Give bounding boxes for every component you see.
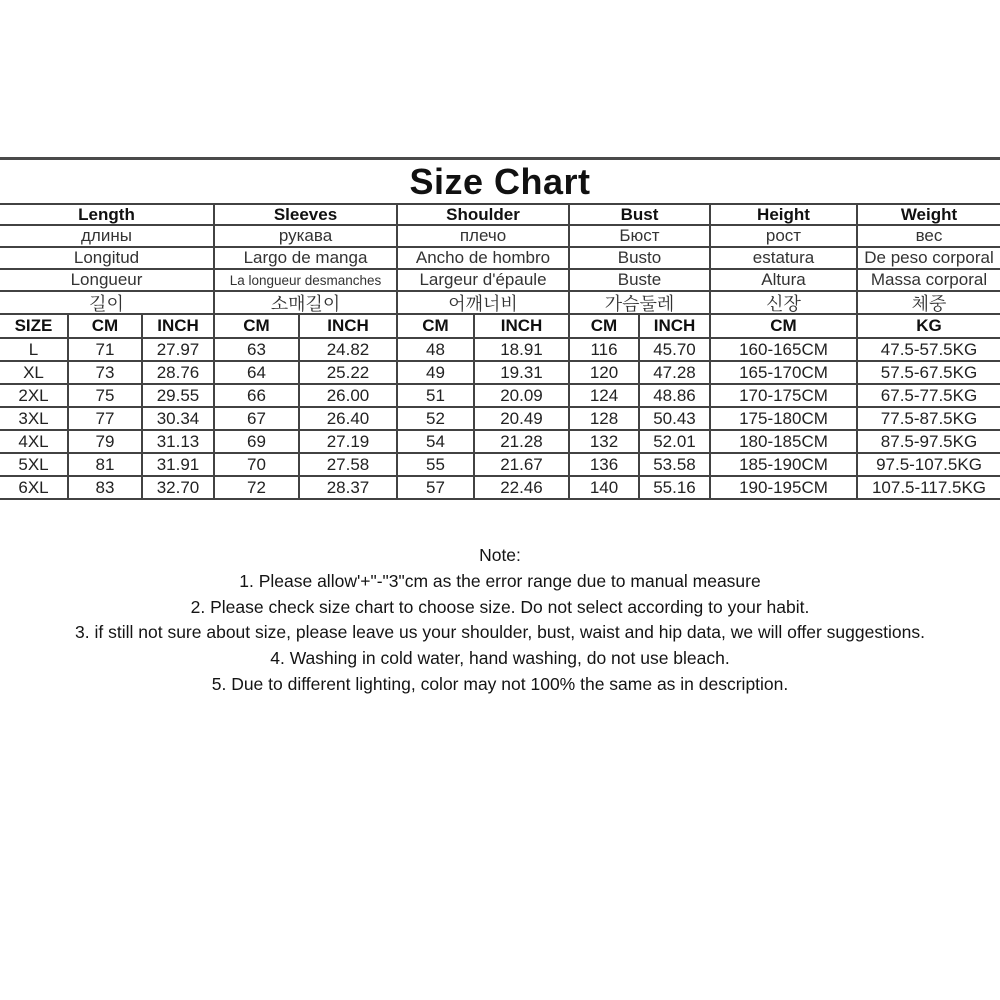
header-height-ru: рост xyxy=(711,226,858,248)
header-sleeves-ko: 소매길이 xyxy=(215,292,398,315)
header-sleeves-fr: La longueur desmanches xyxy=(215,270,398,292)
size-value: 66 xyxy=(215,385,300,408)
note-line: 4. Washing in cold water, hand washing, do not use bleach. xyxy=(270,648,730,669)
size-label: 6XL xyxy=(0,477,69,500)
size-value: 83 xyxy=(69,477,143,500)
size-value: 47.28 xyxy=(640,362,711,385)
header-height-es: estatura xyxy=(711,248,858,270)
size-table xyxy=(0,315,1000,500)
header-sleeves-es: Largo de manga xyxy=(215,248,398,270)
header-height-ko: 신장 xyxy=(711,292,858,315)
note-line: 1. Please allow'+"-"3"cm as the error range due to manual measure xyxy=(239,570,761,591)
size-value: 18.91 xyxy=(475,339,570,362)
size-value: 50.43 xyxy=(640,408,711,431)
header-weight-es: De peso corporal xyxy=(858,248,1000,270)
header-weight-ko: 체중 xyxy=(858,292,1000,315)
size-value: 32.70 xyxy=(143,477,215,500)
translation-table xyxy=(0,203,1000,315)
notes-heading: Note: xyxy=(479,545,521,565)
header-length-fr: Longueur xyxy=(0,270,215,292)
size-label: 4XL xyxy=(0,431,69,454)
size-value: 31.13 xyxy=(143,431,215,454)
size-value: 63 xyxy=(215,339,300,362)
size-value: 21.28 xyxy=(475,431,570,454)
page-title: Size Chart xyxy=(409,161,591,202)
size-value: 69 xyxy=(215,431,300,454)
size-value: 21.67 xyxy=(475,454,570,477)
size-value: 77.5-87.5KG xyxy=(858,408,1000,431)
size-value: 160-165CM xyxy=(711,339,858,362)
size-value: 170-175CM xyxy=(711,385,858,408)
size-value: 51 xyxy=(398,385,475,408)
size-value: 27.97 xyxy=(143,339,215,362)
size-label: 5XL xyxy=(0,454,69,477)
size-col-header: INCH xyxy=(143,315,215,339)
size-col-header: INCH xyxy=(300,315,398,339)
size-label: L xyxy=(0,339,69,362)
note-line: 5. Due to different lighting, color may not 100% the same as in description. xyxy=(211,673,789,694)
size-col-header: KG xyxy=(858,315,1000,339)
header-shoulder-ru: плечо xyxy=(398,226,570,248)
size-value: 64 xyxy=(215,362,300,385)
size-value: 120 xyxy=(570,362,640,385)
header-bust-ru: Бюст xyxy=(570,226,711,248)
size-col-header: CM xyxy=(69,315,143,339)
header-length-ru: длины xyxy=(0,226,215,248)
header-shoulder-ko: 어깨너비 xyxy=(398,292,570,315)
size-col-header: INCH xyxy=(640,315,711,339)
header-bust-fr: Buste xyxy=(570,270,711,292)
size-col-header: CM xyxy=(398,315,475,339)
header-length-ko: 길이 xyxy=(0,292,215,315)
size-value: 29.55 xyxy=(143,385,215,408)
size-value: 28.37 xyxy=(300,477,398,500)
size-value: 67 xyxy=(215,408,300,431)
header-shoulder-en: Shoulder xyxy=(398,205,570,226)
notes-list xyxy=(0,569,1000,698)
size-col-header: SIZE xyxy=(0,315,69,339)
size-value: 53.58 xyxy=(640,454,711,477)
size-label: 3XL xyxy=(0,408,69,431)
size-value: 180-185CM xyxy=(711,431,858,454)
size-value: 175-180CM xyxy=(711,408,858,431)
size-value: 72 xyxy=(215,477,300,500)
notes-section xyxy=(0,543,1000,698)
size-col-header: CM xyxy=(570,315,640,339)
size-value: 55.16 xyxy=(640,477,711,500)
note-line: 3. if still not sure about size, please leave us your shoulder, bust, waist and hip data, we will offer suggestions. xyxy=(75,622,925,643)
size-value: 81 xyxy=(69,454,143,477)
size-col-header: CM xyxy=(215,315,300,339)
header-weight-ru: вес xyxy=(858,226,1000,248)
size-value: 27.19 xyxy=(300,431,398,454)
size-label: XL xyxy=(0,362,69,385)
size-value: 22.46 xyxy=(475,477,570,500)
size-value: 140 xyxy=(570,477,640,500)
size-value: 47.5-57.5KG xyxy=(858,339,1000,362)
size-value: 190-195CM xyxy=(711,477,858,500)
header-bust-ko: 가슴둘레 xyxy=(570,292,711,315)
note-line: 2. Please check size chart to choose size. Do not select according to your habit. xyxy=(190,596,810,617)
size-value: 49 xyxy=(398,362,475,385)
size-value: 48 xyxy=(398,339,475,362)
size-value: 19.31 xyxy=(475,362,570,385)
size-value: 27.58 xyxy=(300,454,398,477)
size-value: 26.40 xyxy=(300,408,398,431)
size-value: 97.5-107.5KG xyxy=(858,454,1000,477)
size-value: 87.5-97.5KG xyxy=(858,431,1000,454)
header-sleeves-ru: рукава xyxy=(215,226,398,248)
size-value: 185-190CM xyxy=(711,454,858,477)
header-weight-fr: Massa corporal xyxy=(858,270,1000,292)
size-label: 2XL xyxy=(0,385,69,408)
header-sleeves-en: Sleeves xyxy=(215,205,398,226)
size-value: 128 xyxy=(570,408,640,431)
size-value: 52 xyxy=(398,408,475,431)
header-shoulder-es: Ancho de hombro xyxy=(398,248,570,270)
header-height-fr: Altura xyxy=(711,270,858,292)
size-value: 45.70 xyxy=(640,339,711,362)
size-value: 26.00 xyxy=(300,385,398,408)
size-col-header: CM xyxy=(711,315,858,339)
size-value: 77 xyxy=(69,408,143,431)
size-value: 48.86 xyxy=(640,385,711,408)
size-value: 57 xyxy=(398,477,475,500)
header-weight-en: Weight xyxy=(858,205,1000,226)
size-value: 54 xyxy=(398,431,475,454)
size-col-header: INCH xyxy=(475,315,570,339)
size-value: 20.49 xyxy=(475,408,570,431)
header-length-en: Length xyxy=(0,205,215,226)
size-value: 24.82 xyxy=(300,339,398,362)
size-value: 116 xyxy=(570,339,640,362)
size-value: 30.34 xyxy=(143,408,215,431)
size-value: 75 xyxy=(69,385,143,408)
size-value: 136 xyxy=(570,454,640,477)
header-bust-en: Bust xyxy=(570,205,711,226)
size-value: 52.01 xyxy=(640,431,711,454)
size-value: 71 xyxy=(69,339,143,362)
size-value: 70 xyxy=(215,454,300,477)
size-value: 55 xyxy=(398,454,475,477)
size-value: 20.09 xyxy=(475,385,570,408)
header-length-es: Longitud xyxy=(0,248,215,270)
header-shoulder-fr: Largeur d'épaule xyxy=(398,270,570,292)
header-bust-es: Busto xyxy=(570,248,711,270)
size-value: 124 xyxy=(570,385,640,408)
size-value: 57.5-67.5KG xyxy=(858,362,1000,385)
size-value: 132 xyxy=(570,431,640,454)
size-value: 25.22 xyxy=(300,362,398,385)
header-height-en: Height xyxy=(711,205,858,226)
size-value: 67.5-77.5KG xyxy=(858,385,1000,408)
size-value: 28.76 xyxy=(143,362,215,385)
size-value: 107.5-117.5KG xyxy=(858,477,1000,500)
size-value: 79 xyxy=(69,431,143,454)
size-value: 165-170CM xyxy=(711,362,858,385)
size-value: 31.91 xyxy=(143,454,215,477)
size-value: 73 xyxy=(69,362,143,385)
